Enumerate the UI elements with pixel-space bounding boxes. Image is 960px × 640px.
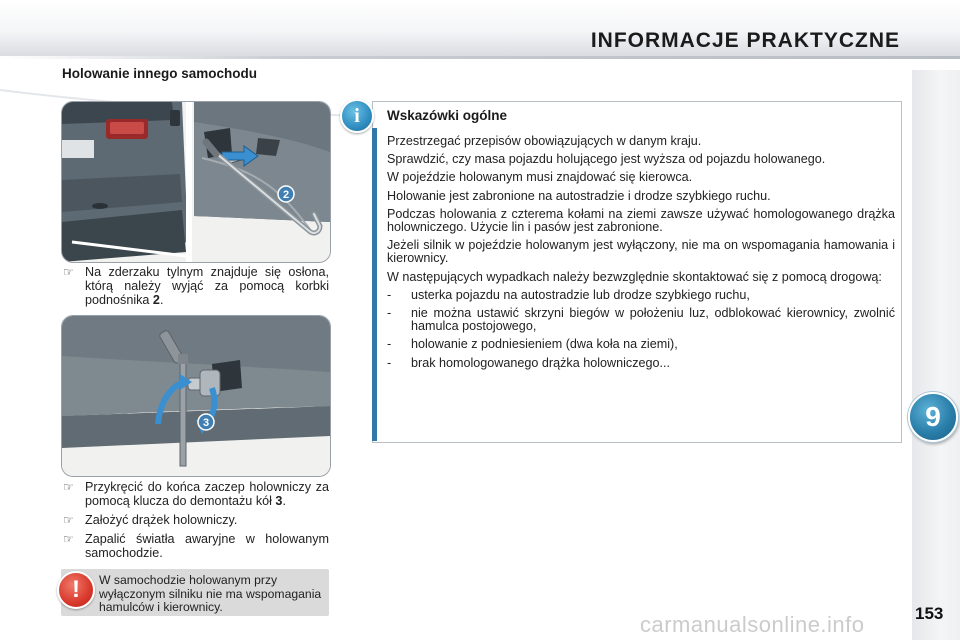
list-item: - brak homologowanego drążka holowniczego... — [387, 355, 671, 370]
dash-item-text: usterka pojazdu na autostradzie lub drodze szybkiego ruchu, — [411, 287, 750, 302]
info-paragraph: W następujących wypadkach należy bezwzględnie skontaktować się z pomocą drogową: — [387, 269, 882, 284]
list-item — [61, 532, 329, 560]
illustration-bumper-cover — [61, 101, 331, 263]
bumper-detail — [194, 102, 330, 232]
info-paragraph: W pojeździe holowanym musi znajdować się kierowca. — [387, 170, 693, 185]
pointer-icon: ☞ — [63, 265, 74, 279]
dash-item-text: holowanie z podniesieniem (dwa koła na ziemi), — [411, 337, 678, 352]
step-text: Założyć drążek holowniczy. — [85, 513, 238, 527]
step-text: Przykręcić do końca zaczep holowniczy za pomocą klucza do demontażu kół — [85, 480, 329, 508]
step-tail: . — [159, 293, 164, 307]
list-item: - nie można ustawić skrzyni biegów w położeniu luz, odblokować kierownicy, zwolnić hamulca postojowego, — [387, 306, 895, 334]
info-accent-bar — [372, 128, 377, 441]
info-title: Wskazówki ogólne — [387, 108, 508, 123]
list-item — [61, 513, 329, 527]
step-tail: . — [282, 494, 286, 508]
svg-text:3: 3 — [202, 417, 210, 429]
svg-text:2: 2 — [282, 189, 290, 201]
info-paragraph: Holowanie jest zabronione na autostradzie i drodze szybkiego ruchu. — [387, 188, 771, 203]
info-content — [387, 135, 895, 375]
step-ref: 3 — [275, 494, 283, 508]
watermark: carmanualsonline.info — [640, 612, 865, 637]
info-dash-list — [387, 289, 895, 370]
page-number: 153 — [915, 604, 944, 623]
list-item — [61, 265, 329, 307]
list-item: - holowanie z podniesieniem (dwa koła na ziemi), — [387, 337, 678, 352]
info-paragraph: Podczas holowania z czterema kołami na ziemi zawsze używać homologowanego drążka holowniczego. Użycie lin i pasów jest zabronione. — [387, 206, 895, 235]
section-heading: Holowanie innego samochodu — [62, 66, 258, 81]
header-rule — [0, 56, 960, 59]
info-paragraph: Sprawdzić, czy masa pojazdu holującego jest wyższa od pojazdu holowanego. — [387, 152, 826, 167]
warning-text: W samochodzie holowanym przy wyłączonym silniku nie ma wspomagania hamulców i kierownicy. — [99, 573, 322, 614]
exclamation-icon: ! — [57, 571, 95, 609]
side-tab-strip — [912, 70, 960, 640]
page-title: INFORMACJE PRAKTYCZNE — [590, 29, 900, 52]
chapter-badge[interactable]: 9 — [908, 392, 958, 442]
pointer-icon: ☞ — [63, 513, 74, 527]
steps-list-top — [61, 265, 329, 312]
info-paragraph: Przestrzegać przepisów obowiązujących w danym kraju. — [387, 134, 702, 148]
steps-list-bottom — [61, 480, 329, 565]
list-item: - usterka pojazdu na autostradzie lub drodze szybkiego ruchu, — [387, 287, 750, 302]
step-text: Na zderzaku tylnym znajduje się osłona, którą należy wyjąć za pomocą korbki podnośnika — [85, 265, 329, 307]
pointer-icon: ☞ — [63, 532, 74, 546]
list-item — [61, 480, 329, 508]
info-paragraph: Jeżeli silnik w pojeździe holowanym jest wyłączony, nie ma on wspomagania hamowania i kierownicy. — [387, 238, 895, 266]
dash-item-text: brak homologowanego drążka holowniczego... — [411, 355, 671, 370]
step-ref: 2 — [152, 293, 160, 307]
step-text: Zapalić światła awaryjne w holowanym samochodzie. — [85, 532, 329, 560]
warning-box — [61, 569, 329, 616]
pointer-icon: ☞ — [63, 480, 74, 494]
info-icon: i — [340, 99, 374, 133]
illustration-tow-eye — [61, 315, 331, 477]
callout-2-icon — [278, 186, 294, 202]
dash-item-text: nie można ustawić skrzyni biegów w położeniu luz, odblokować kierownicy, zwolnić hamulca postojowego, — [411, 306, 895, 334]
callout-3-icon — [198, 414, 214, 430]
